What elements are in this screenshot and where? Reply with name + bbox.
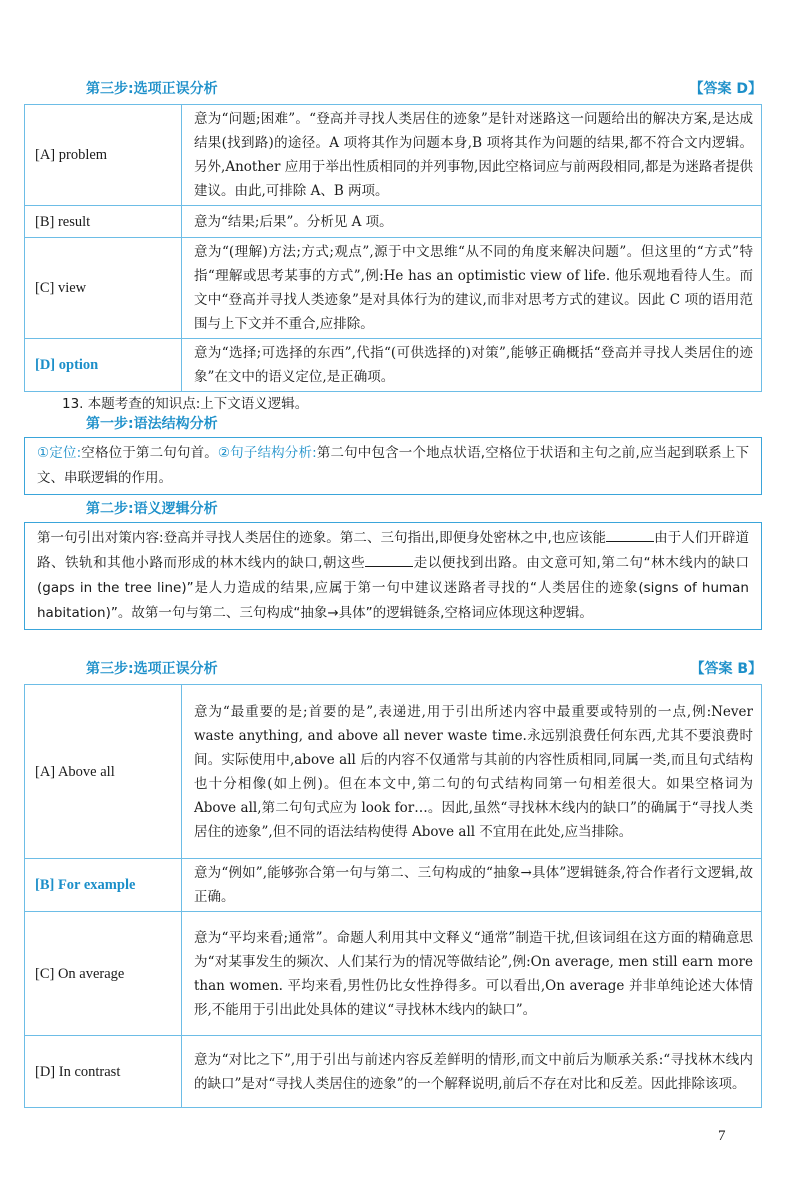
section1-step-title: 第三步:选项正误分析 bbox=[86, 81, 218, 97]
section1-answer: 【答案 D】 bbox=[689, 81, 762, 97]
q13-answer: 【答案 B】 bbox=[690, 661, 762, 677]
section1-options-table bbox=[24, 104, 762, 392]
locate-label: ①定位: bbox=[37, 445, 82, 461]
table-row bbox=[25, 206, 762, 238]
option-label: [A] problem bbox=[25, 105, 182, 206]
page-number: 7 bbox=[718, 1128, 726, 1144]
table-row bbox=[25, 1036, 762, 1108]
q13-step2-title: 第二步:语义逻辑分析 bbox=[86, 501, 218, 517]
option-explanation: 意为“(理解)方法;方式;观点”,源于中文思维“从不同的角度来解决问题”。但这里的“方式”特指“理解或思考某事的方式”,例:He has an optimistic view of life. 他乐观地看待人生。而文中“登高并寻找人类迹象”是对具体行为的建议,而非对思考方式的建议。因此 C 项的语用范围与上下文并不重合,应排除。 bbox=[182, 238, 762, 339]
section1-header bbox=[24, 78, 762, 100]
table-row bbox=[25, 859, 762, 912]
q13-step1-header bbox=[24, 413, 762, 435]
option-explanation: 意为“平均来看;通常”。命题人利用其中文释义“通常”制造干扰,但该词组在这方面的精确意思为“对某事发生的频次、人们某行为的情况等做结论”,例:On average, men still earn more than women. 平均来看,男性仍比女性挣得多。可以看出,On average 并非单纯论述大体情形,不能用于引出此处具体的建议“寻找林木线内的缺口”。 bbox=[182, 912, 762, 1036]
option-label: [C] view bbox=[25, 238, 182, 339]
option-label: [A] Above all bbox=[25, 685, 182, 859]
table-row bbox=[25, 912, 762, 1036]
option-explanation: 意为“结果;后果”。分析见 A 项。 bbox=[182, 206, 762, 238]
q13-step2-box bbox=[24, 522, 762, 630]
option-explanation: 意为“选择;可选择的东西”,代指“(可供选择的)对策”,能够正确概括“登高并寻找人类居住的迹象”在文中的语义定位,是正确项。 bbox=[182, 339, 762, 392]
q13-step2-header bbox=[24, 498, 762, 520]
question-13-title: 13. 本题考查的知识点:上下文语义逻辑。 bbox=[62, 396, 309, 412]
option-label: [B] result bbox=[25, 206, 182, 238]
option-label-correct: [B] For example bbox=[25, 859, 182, 912]
structure-text: 第二句中包含一个地点状语,空格位于状语和主句之前,应当起到联系上下文、串联逻辑的作用。 bbox=[37, 445, 750, 486]
table-row bbox=[25, 238, 762, 339]
table-row bbox=[25, 339, 762, 392]
logic-text-part2: 由于人们开辟道路、铁轨和其他小路而形成的林木线内的缺口,朝这些 bbox=[37, 530, 750, 571]
blank-line bbox=[365, 552, 413, 567]
option-explanation: 意为“最重要的是;首要的是”,表递进,用于引出所述内容中最重要或特别的一点,例:Never waste anything, and above all never waste time.永远别浪费任何东西,尤其不要浪费时间。实际使用中,above all 后的内容不仅通常与其前的内容性质相同,同属一类,而且句式结构也十分相像(如上例)。但在本文中,第二句的句式结构同第一句相差很大。如果空格词为 Above all,第二句句式应为 look for…。因此,虽然“寻找林木线内的缺口”的确属于“寻找人类居住的迹象”,但不同的语法结构使得 Above all 不宜用在此处,应当排除。 bbox=[182, 685, 762, 859]
option-label-correct: [D] option bbox=[25, 339, 182, 392]
table-row bbox=[25, 105, 762, 206]
logic-text-part3: 走以便找到出路。由文意可知,第二句“林木线内的缺口(gaps in the tree line)”是人力造成的结果,应属于第一句中建议迷路者寻找的“人类居住的迹象(signs of human habitation)”。故第一句与第二、三句构成“抽象→具体”的逻辑链条,空格词应体现这种逻辑。 bbox=[37, 555, 749, 621]
option-explanation: 意为“对比之下”,用于引出与前述内容反差鲜明的情形,而文中前后为顺承关系:“寻找林木线内的缺口”是对“寻找人类居住的迹象”的一个解释说明,前后不存在对比和反差。因此排除该项。 bbox=[182, 1036, 762, 1108]
q13-step3-title: 第三步:选项正误分析 bbox=[86, 661, 218, 677]
q13-options-table bbox=[24, 684, 762, 1108]
q13-step1-box bbox=[24, 437, 762, 495]
option-label: [C] On average bbox=[25, 912, 182, 1036]
q13-step3-header bbox=[24, 658, 762, 680]
logic-text-part1: 第一句引出对策内容:登高并寻找人类居住的迹象。第二、三句指出,即便身处密林之中,也应该能 bbox=[37, 530, 607, 546]
option-explanation: 意为“问题;困难”。“登高并寻找人类居住的迹象”是针对迷路这一问题给出的解决方案,是达成结果(找到路)的途径。A 项将其作为问题本身,B 项将其作为问题的结果,都不符合文内逻辑。另外,Another 应用于举出性质相同的并列事物,因此空格词应与前两段相同,都是为迷路者提供建议。由此,可排除 A、B 两项。 bbox=[182, 105, 762, 206]
q13-step1-title: 第一步:语法结构分析 bbox=[86, 416, 218, 432]
option-explanation: 意为“例如”,能够弥合第一句与第二、三句构成的“抽象→具体”逻辑链条,符合作者行文逻辑,故正确。 bbox=[182, 859, 762, 912]
option-label: [D] In contrast bbox=[25, 1036, 182, 1108]
locate-text: 空格位于第二句句首。 bbox=[81, 445, 218, 461]
structure-label: ②句子结构分析: bbox=[217, 445, 317, 461]
blank-line bbox=[606, 527, 654, 542]
table-row bbox=[25, 685, 762, 859]
